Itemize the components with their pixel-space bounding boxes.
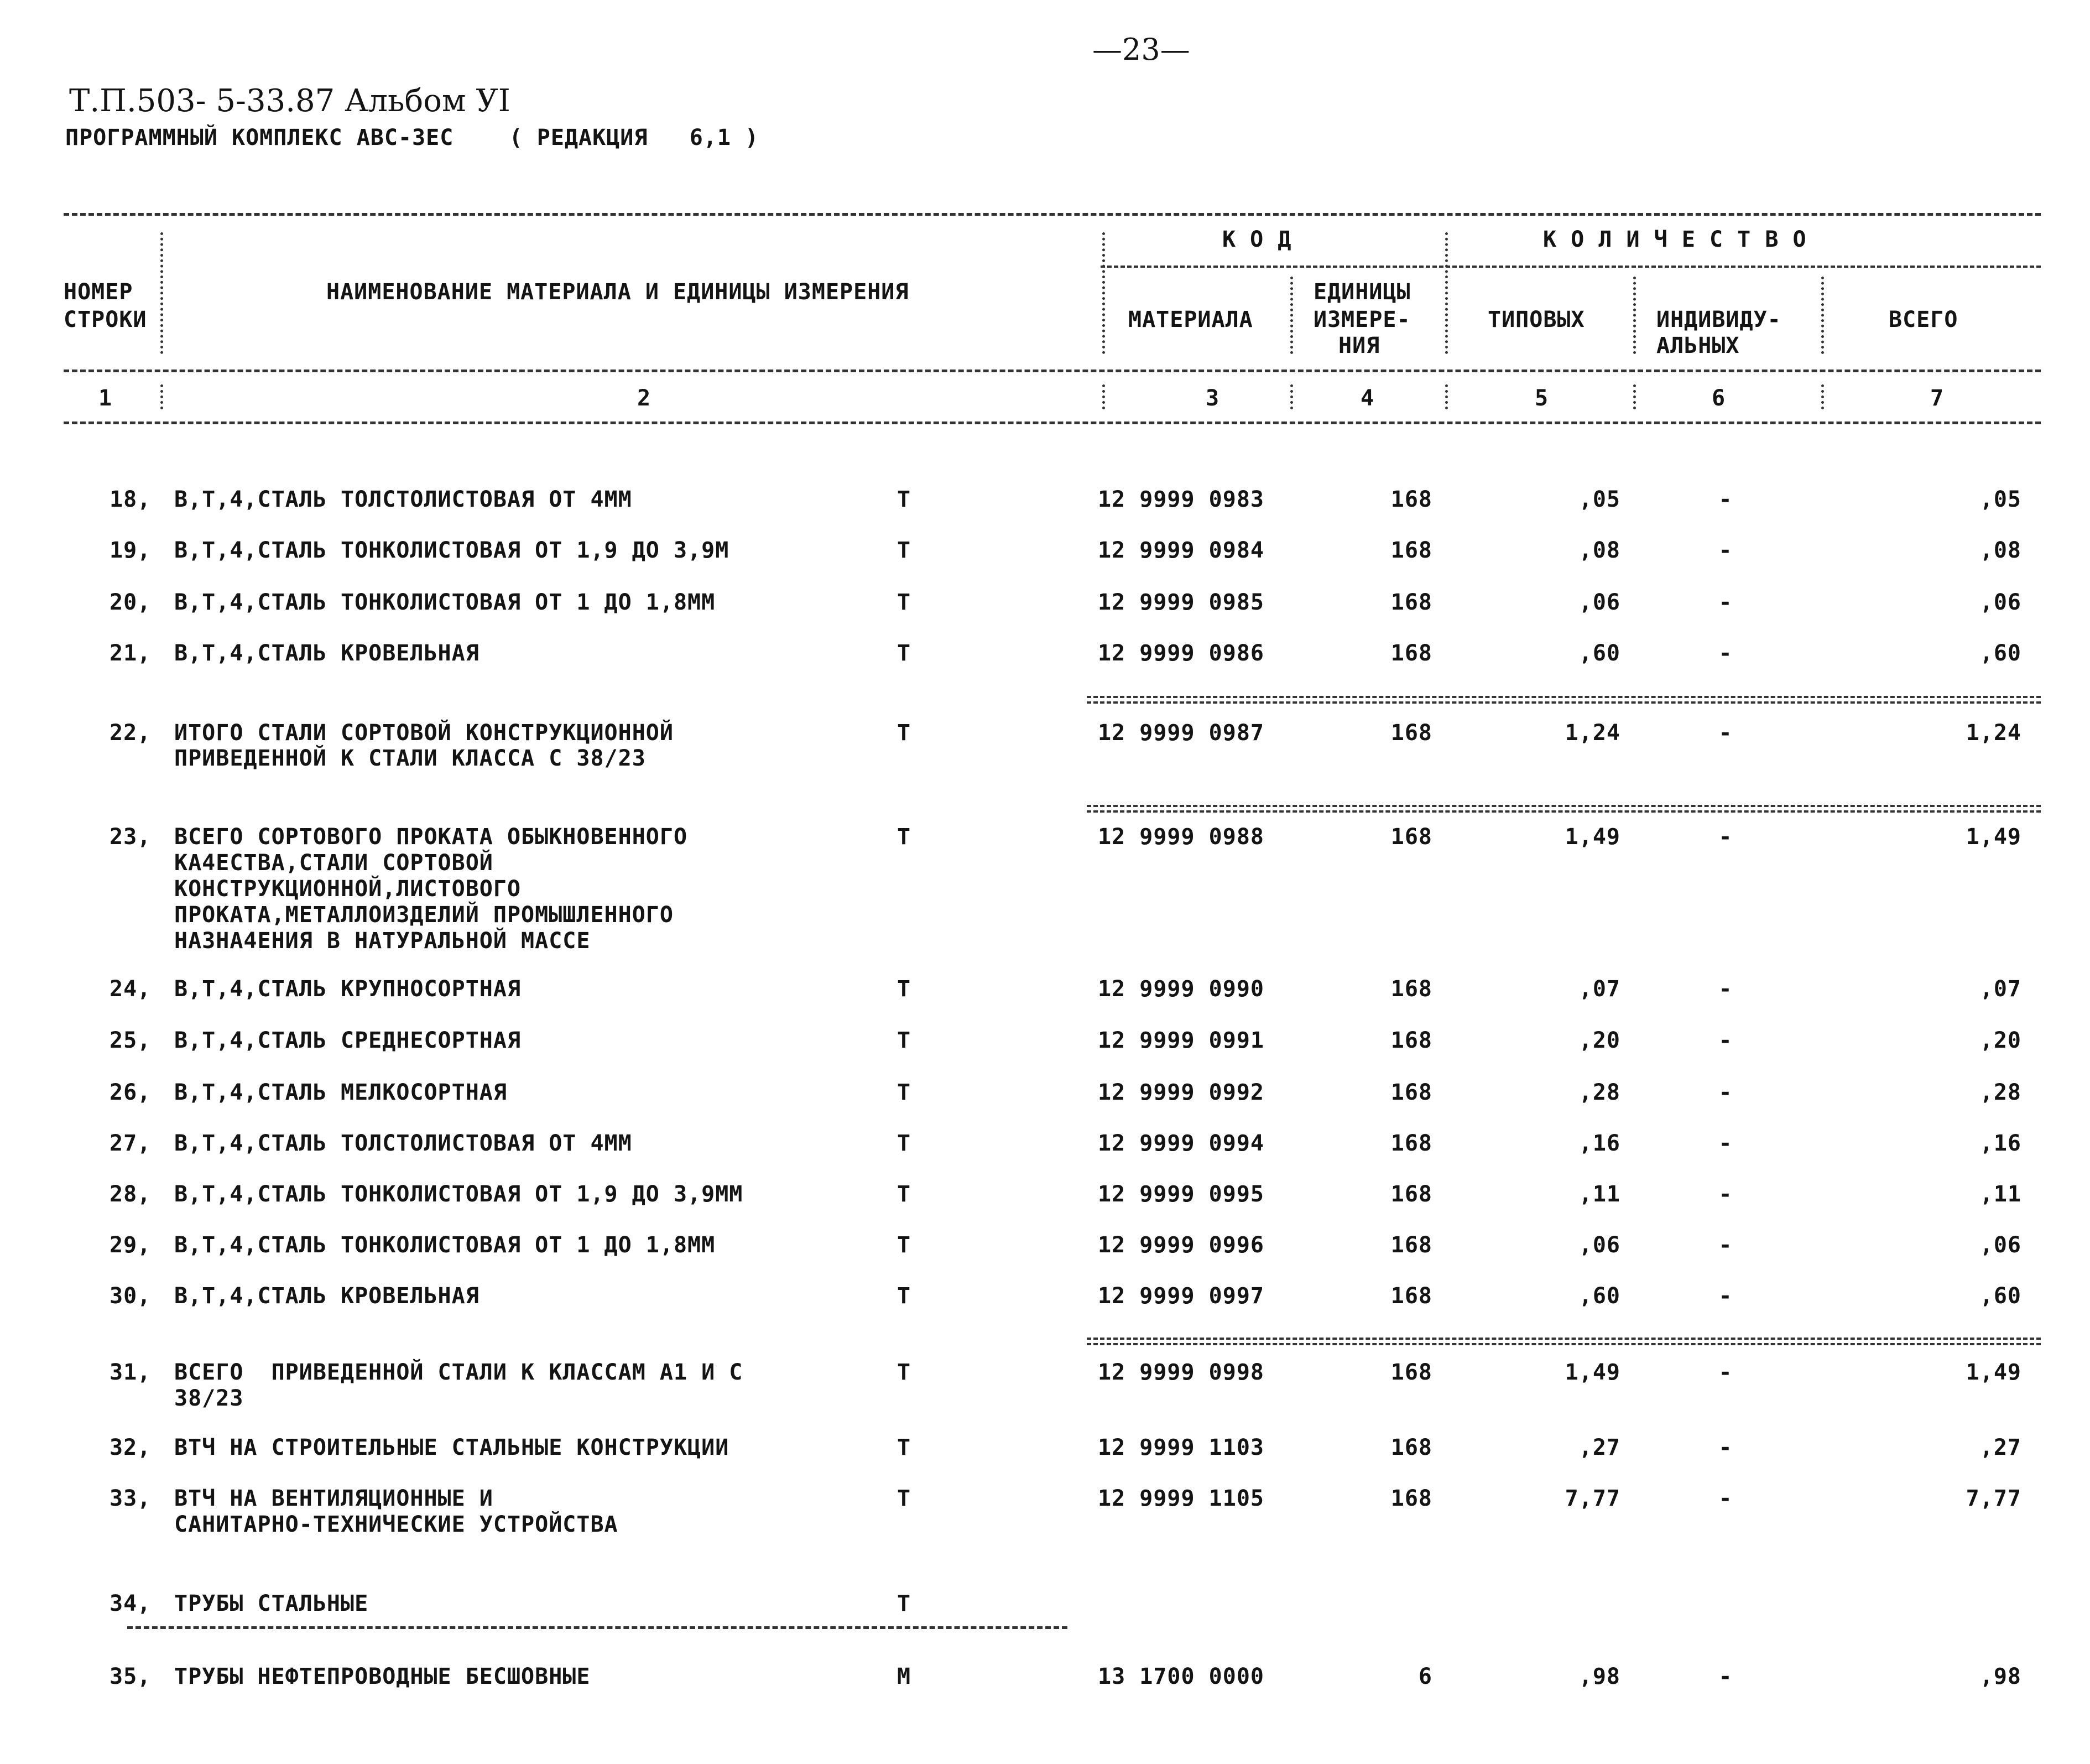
col-number-5: 5 (1535, 386, 1549, 411)
header-individual-b: АЛЬНЫХ (1656, 333, 1740, 358)
col-sep-1 (160, 232, 163, 354)
total-qty: ,28 (1979, 1080, 2021, 1105)
material-code: 12 9999 0992 (1098, 1080, 1264, 1105)
unit-of-measure: Т (897, 1435, 911, 1460)
unit-code: 168 (1390, 1232, 1432, 1258)
col-sep-5b (1633, 384, 1636, 409)
material-code: 12 9999 1103 (1098, 1435, 1264, 1460)
total-qty: ,16 (1979, 1131, 2021, 1156)
header-typical: ТИПОВЫХ (1488, 307, 1585, 332)
material-name: В,Т,4,СТАЛЬ ТОНКОЛИСТОВАЯ ОТ 1 ДО 1,8ММ (174, 590, 716, 615)
typical-qty: ,07 (1578, 976, 1620, 1002)
row-number: 20, (110, 590, 152, 615)
typical-qty: ,08 (1578, 538, 1620, 563)
material-name-cont: КОНСТРУКЦИОННОЙ,ЛИСТОВОГО (174, 876, 522, 902)
row-number: 26, (110, 1080, 152, 1105)
material-code: 12 9999 0998 (1098, 1360, 1264, 1385)
individual-qty: - (1718, 1664, 1733, 1689)
material-name: В,Т,4,СТАЛЬ ТОНКОЛИСТОВАЯ ОТ 1,9 ДО 3,9ММ (174, 1182, 743, 1207)
typical-qty: ,06 (1578, 590, 1620, 615)
row-number: 29, (110, 1232, 152, 1258)
total-qty: ,08 (1979, 538, 2021, 563)
individual-qty: - (1718, 1232, 1733, 1258)
summary-separator (1087, 696, 2041, 704)
header-quantity-group: К О Л И Ч Е С Т В О (1543, 227, 1807, 252)
typical-qty: ,20 (1578, 1028, 1620, 1053)
material-name: В,Т,4,СТАЛЬ СРЕДНЕСОРТНАЯ (174, 1028, 522, 1053)
unit-code: 168 (1390, 1486, 1432, 1511)
material-code: 12 9999 0987 (1098, 720, 1264, 746)
individual-qty: - (1718, 1360, 1733, 1385)
unit-code: 168 (1390, 1283, 1432, 1309)
total-qty: 1,49 (1966, 1360, 2021, 1385)
col-sep-2 (1102, 232, 1105, 354)
row-number: 19, (110, 538, 152, 563)
material-code: 12 9999 0985 (1098, 590, 1264, 615)
individual-qty: - (1718, 1182, 1733, 1207)
col-sep-5 (1633, 277, 1636, 354)
typical-qty: ,60 (1578, 1283, 1620, 1309)
typical-qty: 1,49 (1565, 824, 1620, 850)
row-number: 27, (110, 1131, 152, 1156)
individual-qty: - (1718, 1486, 1733, 1511)
header-individual-a: ИНДИВИДУ- (1656, 307, 1781, 332)
material-name: В,Т,4,СТАЛЬ МЕЛКОСОРТНАЯ (174, 1080, 507, 1105)
total-qty: ,06 (1979, 1232, 2021, 1258)
unit-of-measure: Т (897, 538, 911, 563)
unit-of-measure: М (897, 1664, 911, 1689)
individual-qty: - (1718, 824, 1733, 850)
material-code: 12 9999 0988 (1098, 824, 1264, 850)
program-line: ПРОГРАММНЫЙ КОМПЛЕКС АВС-3ЕС ( РЕДАКЦИЯ 6,1 ) (65, 125, 759, 150)
header-unit-c: НИЯ (1338, 333, 1380, 358)
material-name: ВСЕГО ПРИВЕДЕННОЙ СТАЛИ К КЛАССАМ А1 И С (174, 1360, 743, 1385)
individual-qty: - (1718, 1028, 1733, 1053)
row-number: 22, (110, 720, 152, 746)
unit-code: 168 (1390, 976, 1432, 1002)
total-qty: ,60 (1979, 641, 2021, 666)
album-designation: Т.П.503- 5-33.87 Альбом УI (69, 83, 510, 119)
unit-code: 168 (1390, 590, 1432, 615)
header-top-rule (64, 213, 2041, 216)
typical-qty: ,28 (1578, 1080, 1620, 1105)
row-number: 23, (110, 824, 152, 850)
material-name-cont: КА4ЕСТВА,СТАЛИ СОРТОВОЙ (174, 850, 493, 876)
code-group-rule (1101, 266, 2041, 268)
unit-code: 168 (1390, 1028, 1432, 1053)
unit-code: 168 (1390, 641, 1432, 666)
unit-code: 168 (1390, 1435, 1432, 1460)
material-name: ВТЧ НА ВЕНТИЛЯЦИОННЫЕ И (174, 1486, 493, 1511)
material-code: 12 9999 0984 (1098, 538, 1264, 563)
material-name-cont: НАЗНА4ЕНИЯ В НАТУРАЛЬНОЙ МАССЕ (174, 928, 591, 954)
material-name: ВТЧ НА СТРОИТЕЛЬНЫЕ СТАЛЬНЫЕ КОНСТРУКЦИИ (174, 1435, 729, 1460)
unit-code: 168 (1390, 824, 1432, 850)
typical-qty: ,60 (1578, 641, 1620, 666)
unit-code: 168 (1390, 1182, 1432, 1207)
subsection-underline (127, 1626, 1067, 1629)
material-code: 12 9999 0997 (1098, 1283, 1264, 1309)
header-material-code: МАТЕРИАЛА (1128, 307, 1253, 332)
unit-of-measure: Т (897, 1360, 911, 1385)
material-name: ВСЕГО СОРТОВОГО ПРОКАТА ОБЫКНОВЕННОГО (174, 824, 688, 850)
row-number: 30, (110, 1283, 152, 1309)
summary-separator (1087, 1338, 2041, 1345)
col-number-3: 3 (1206, 386, 1220, 411)
typical-qty: ,06 (1578, 1232, 1620, 1258)
material-name-cont: ПРОКАТА,МЕТАЛЛОИЗДЕЛИЙ ПРОМЫШЛЕННОГО (174, 902, 674, 928)
material-name: В,Т,4,СТАЛЬ КРУПНОСОРТНАЯ (174, 976, 522, 1002)
col-number-4: 4 (1361, 386, 1375, 411)
total-qty: ,11 (1979, 1182, 2021, 1207)
unit-code: 168 (1390, 538, 1432, 563)
header-bottom-rule (64, 422, 2041, 424)
header-row-number-a: НОМЕР (64, 279, 133, 305)
individual-qty: - (1718, 1283, 1733, 1309)
col-sep-3 (1290, 277, 1293, 354)
material-name: В,Т,4,СТАЛЬ ТОЛСТОЛИСТОВАЯ ОТ 4ММ (174, 1131, 632, 1156)
total-qty: ,98 (1979, 1664, 2021, 1689)
header-code-group: К О Д (1222, 227, 1292, 252)
page-number: —23— (1092, 32, 1190, 67)
row-number: 21, (110, 641, 152, 666)
total-qty: ,27 (1979, 1435, 2021, 1460)
material-code: 12 9999 0986 (1098, 641, 1264, 666)
typical-qty: ,11 (1578, 1182, 1620, 1207)
material-name-cont: ПРИВЕДЕННОЙ К СТАЛИ КЛАССА С 38/23 (174, 746, 646, 771)
typical-qty: 1,49 (1565, 1360, 1620, 1385)
unit-code: 6 (1418, 1664, 1432, 1689)
total-qty: ,07 (1979, 976, 2021, 1002)
total-qty: ,20 (1979, 1028, 2021, 1053)
unit-of-measure: Т (897, 1028, 911, 1053)
unit-of-measure: Т (897, 824, 911, 850)
total-qty: 1,24 (1966, 720, 2021, 746)
col-sep-6b (1821, 384, 1824, 409)
material-name: В,Т,4,СТАЛЬ ТОНКОЛИСТОВАЯ ОТ 1 ДО 1,8ММ (174, 1232, 716, 1258)
material-name: В,Т,4,СТАЛЬ ТОЛСТОЛИСТОВАЯ ОТ 4ММ (174, 487, 632, 512)
material-name: ТРУБЫ СТАЛЬНЫЕ (174, 1591, 369, 1616)
header-row-number-b: СТРОКИ (64, 307, 147, 332)
col-sep-4b (1445, 384, 1448, 409)
typical-qty: 1,24 (1565, 720, 1620, 746)
unit-of-measure: Т (897, 1283, 911, 1309)
row-number: 24, (110, 976, 152, 1002)
col-number-6: 6 (1712, 386, 1726, 411)
material-code: 12 9999 0995 (1098, 1182, 1264, 1207)
col-sep-2b (1102, 384, 1105, 409)
unit-of-measure: Т (897, 720, 911, 746)
col-number-1: 1 (98, 386, 113, 411)
row-number: 34, (110, 1591, 152, 1616)
row-number: 31, (110, 1360, 152, 1385)
unit-of-measure: Т (897, 1131, 911, 1156)
col-number-7: 7 (1930, 386, 1945, 411)
header-unit-a: ЕДИНИЦЫ (1314, 279, 1411, 305)
unit-of-measure: Т (897, 1080, 911, 1105)
header-material-name: НАИМЕНОВАНИЕ МАТЕРИАЛА И ЕДИНИЦЫ ИЗМЕРЕНИЯ (326, 279, 909, 305)
unit-of-measure: Т (897, 1486, 911, 1511)
unit-code: 168 (1390, 487, 1432, 512)
unit-code: 168 (1390, 1080, 1432, 1105)
header-total: ВСЕГО (1889, 307, 1958, 332)
typical-qty: ,16 (1578, 1131, 1620, 1156)
material-name: ИТОГО СТАЛИ СОРТОВОЙ КОНСТРУКЦИОННОЙ (174, 720, 674, 746)
header-unit-b: ИЗМЕРЕ- (1314, 307, 1411, 332)
row-number: 35, (110, 1664, 152, 1689)
typical-qty: ,98 (1578, 1664, 1620, 1689)
individual-qty: - (1718, 487, 1733, 512)
material-name: ТРУБЫ НЕФТЕПРОВОДНЫЕ БЕСШОВНЫЕ (174, 1664, 591, 1689)
individual-qty: - (1718, 1080, 1733, 1105)
total-qty: 1,49 (1966, 824, 2021, 850)
individual-qty: - (1718, 590, 1733, 615)
total-qty: ,06 (1979, 590, 2021, 615)
col-sep-6 (1821, 277, 1824, 354)
col-sep-4 (1445, 232, 1448, 354)
individual-qty: - (1718, 976, 1733, 1002)
summary-separator (1087, 805, 2041, 813)
individual-qty: - (1718, 538, 1733, 563)
unit-of-measure: Т (897, 641, 911, 666)
row-number: 18, (110, 487, 152, 512)
material-code: 12 9999 0990 (1098, 976, 1264, 1002)
material-code: 12 9999 0983 (1098, 487, 1264, 512)
total-qty: ,60 (1979, 1283, 2021, 1309)
material-name-cont: 38/23 (174, 1386, 244, 1411)
col-number-2: 2 (637, 386, 652, 411)
material-code: 12 9999 1105 (1098, 1486, 1264, 1511)
individual-qty: - (1718, 1435, 1733, 1460)
col-sep-1b (160, 384, 163, 409)
typical-qty: ,05 (1578, 487, 1620, 512)
unit-of-measure: Т (897, 1232, 911, 1258)
unit-code: 168 (1390, 1131, 1432, 1156)
material-code: 12 9999 0991 (1098, 1028, 1264, 1053)
row-number: 33, (110, 1486, 152, 1511)
typical-qty: ,27 (1578, 1435, 1620, 1460)
unit-of-measure: Т (897, 1591, 911, 1616)
typical-qty: 7,77 (1565, 1486, 1620, 1511)
unit-code: 168 (1390, 720, 1432, 746)
header-mid-rule (64, 370, 2041, 372)
individual-qty: - (1718, 720, 1733, 746)
individual-qty: - (1718, 641, 1733, 666)
unit-of-measure: Т (897, 590, 911, 615)
material-code: 12 9999 0994 (1098, 1131, 1264, 1156)
unit-of-measure: Т (897, 1182, 911, 1207)
row-number: 25, (110, 1028, 152, 1053)
material-code: 12 9999 0996 (1098, 1232, 1264, 1258)
total-qty: 7,77 (1966, 1486, 2021, 1511)
col-sep-3b (1290, 384, 1293, 409)
individual-qty: - (1718, 1131, 1733, 1156)
material-name-cont: САНИТАРНО-ТЕХНИЧЕСКИЕ УСТРОЙСТВА (174, 1512, 618, 1537)
material-name: В,Т,4,СТАЛЬ ТОНКОЛИСТОВАЯ ОТ 1,9 ДО 3,9М (174, 538, 729, 563)
row-number: 32, (110, 1435, 152, 1460)
unit-of-measure: Т (897, 976, 911, 1002)
total-qty: ,05 (1979, 487, 2021, 512)
material-name: В,Т,4,СТАЛЬ КРОВЕЛЬНАЯ (174, 641, 479, 666)
unit-code: 168 (1390, 1360, 1432, 1385)
unit-of-measure: Т (897, 487, 911, 512)
row-number: 28, (110, 1182, 152, 1207)
material-code: 13 1700 0000 (1098, 1664, 1264, 1689)
material-name: В,Т,4,СТАЛЬ КРОВЕЛЬНАЯ (174, 1283, 479, 1309)
